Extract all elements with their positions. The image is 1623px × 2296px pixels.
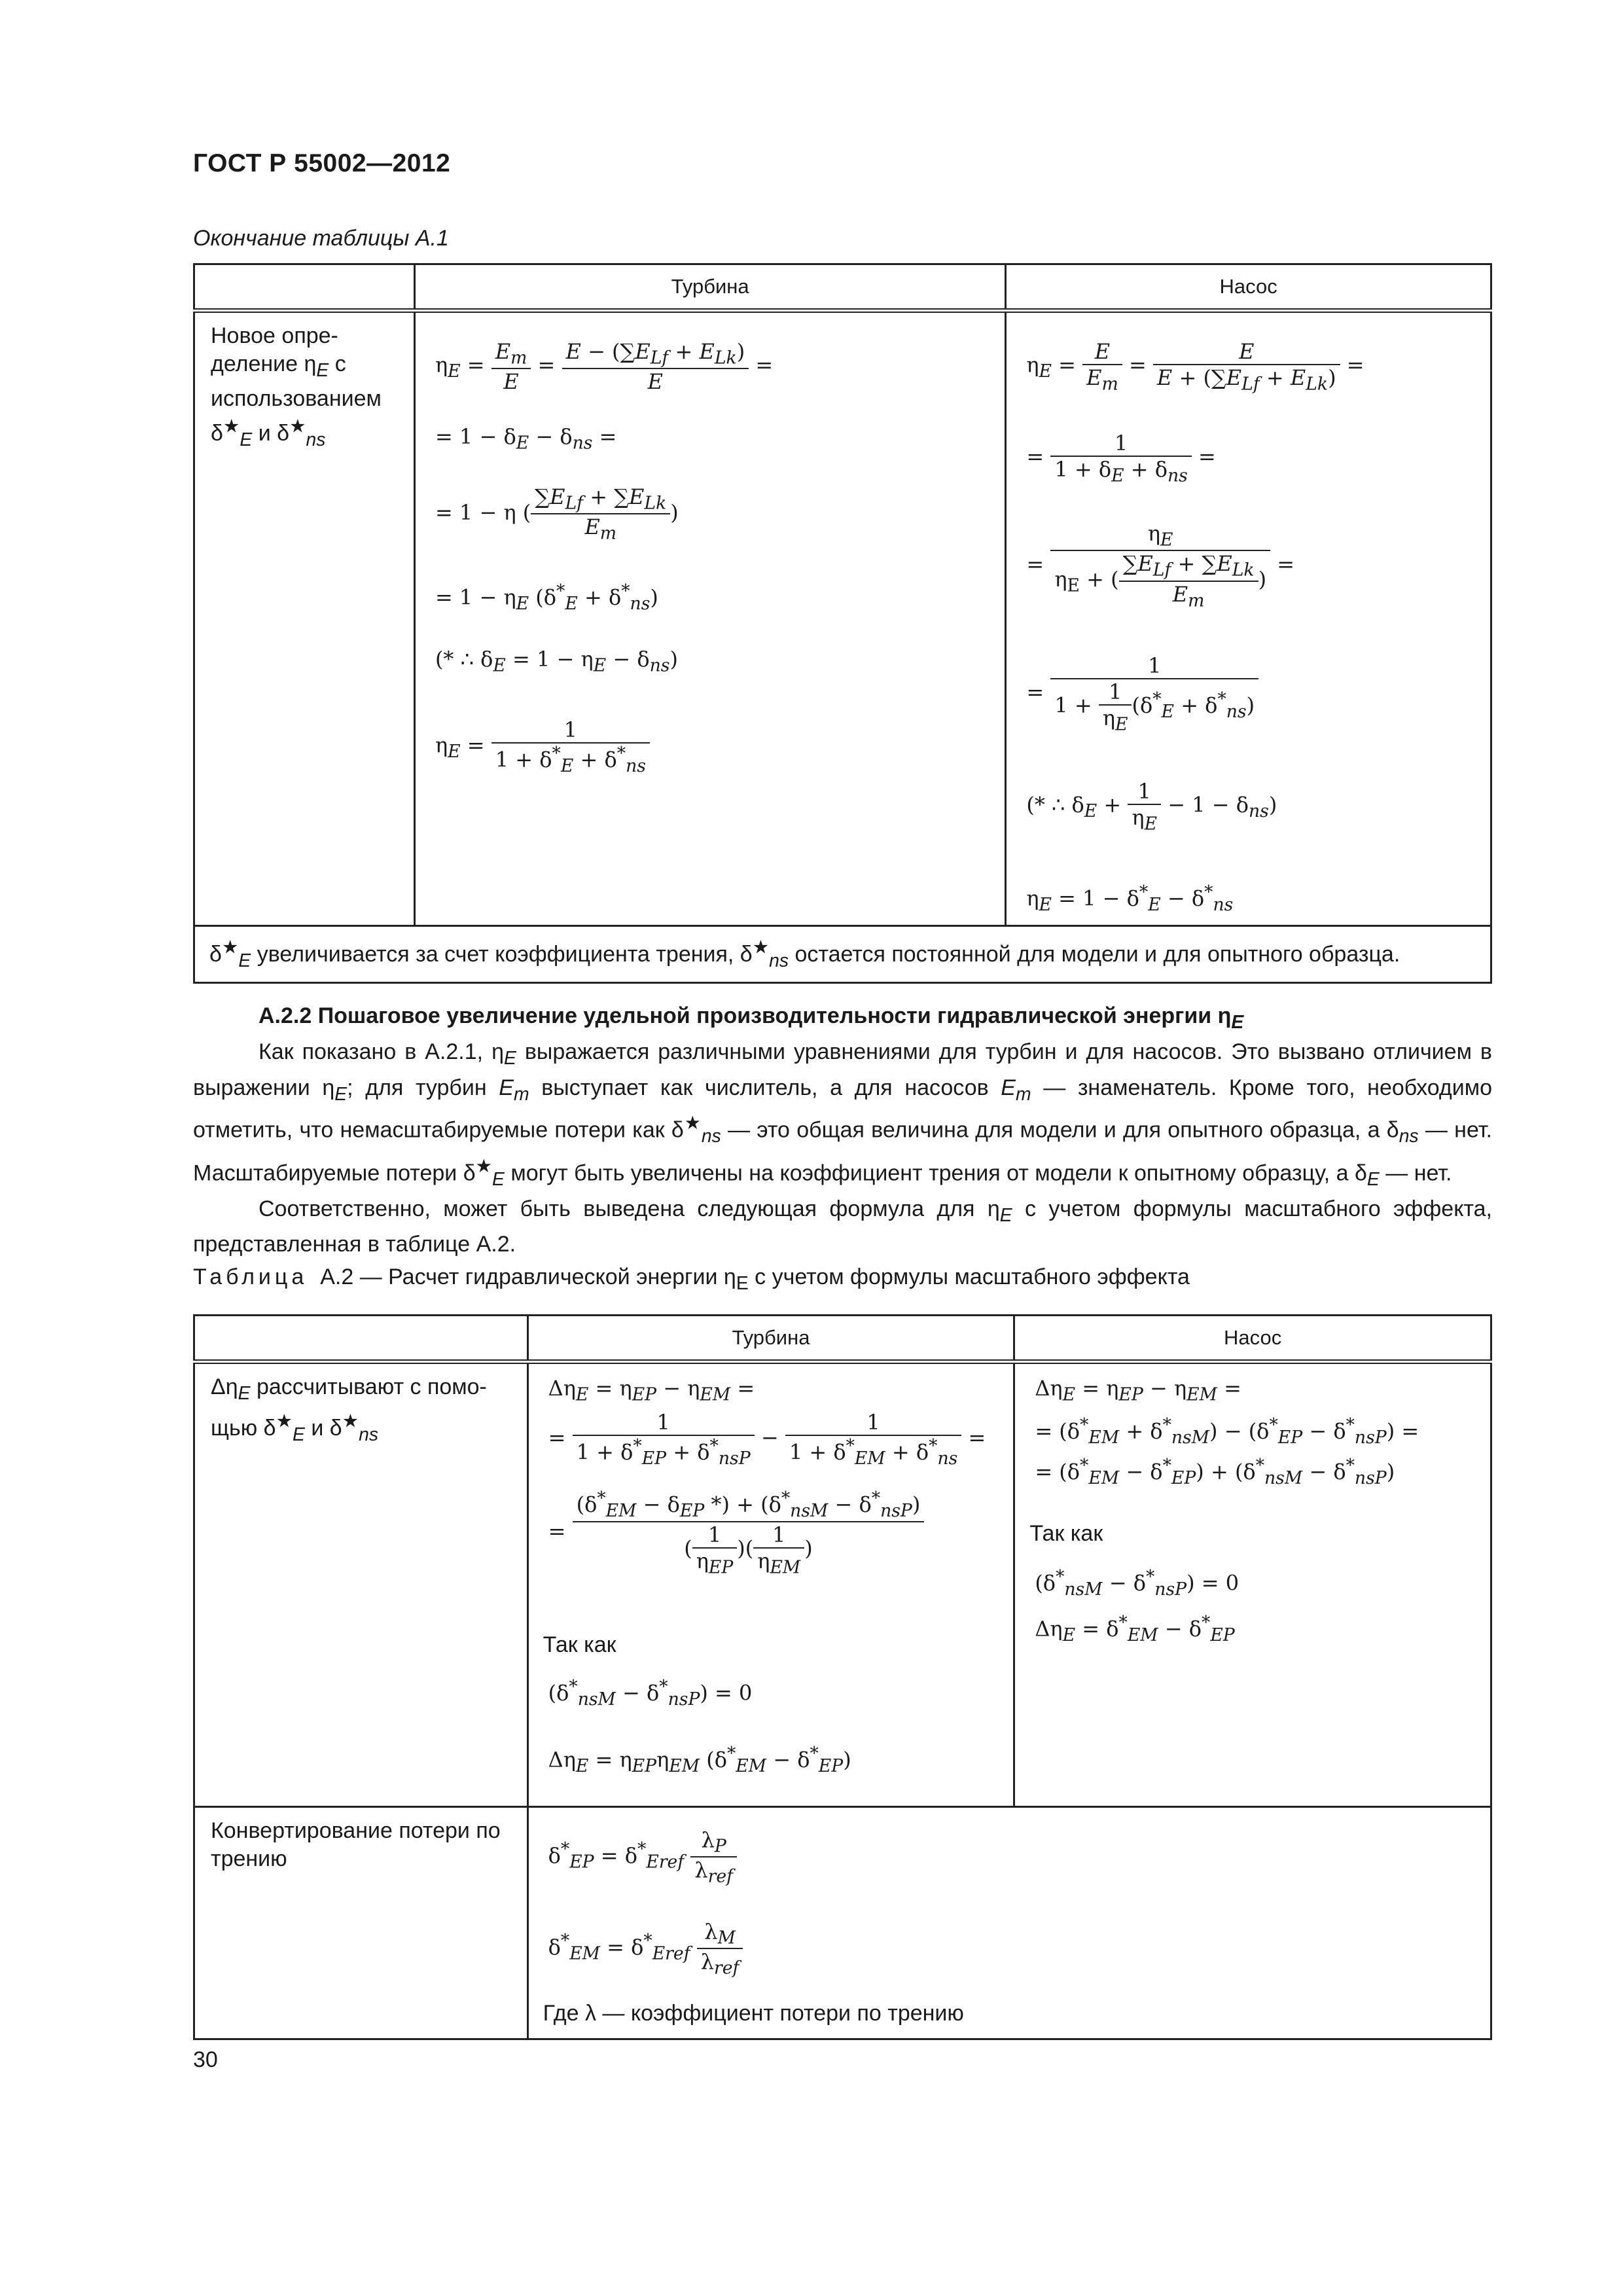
a2-pump-formula-3: = $(\delta^*_{EM} - \delta^*_{EP}) + (\delta^*_{nsM} - \delta^*_{nsP})$ [1035,1456,1395,1489]
table-a2 [193,1314,1492,2040]
pump-formula-1: $\eta_E$ = $\frac{E}{E_m}$ = $\frac{E}{E + (\sum E_{Lf} + E_{Lk})}$ = [1026,339,1364,395]
table-a1-header-empty [194,264,415,311]
pump-formula-6: $\eta_E = 1 - \delta^*_E - \delta^*_{ns}$ [1026,882,1234,916]
table-a1-turbine-formulas [414,311,1005,926]
pump-formula-2: = $\frac{1}{1 + \delta_E + \delta_{ns}}$ = [1026,431,1216,486]
table-a1-pump-formulas [1006,311,1491,926]
a2-pump-formula-2: = $(\delta^*_{EM} + \delta^*_{nsM}) - (\delta^*_{EP} - \delta^*_{nsP})$ = [1035,1415,1419,1448]
turbine-formula-1: $\eta_E$ = $\frac{E_m}{E}$ = $\frac{E - (\sum E_{Lf} + E_{Lk})}{E}$ = [435,339,774,395]
table-a2-caption-text: А.2 — Расчет гидравлической энергии $\eta_E$ с учетом формулы масштабного эффекта [313,1265,1190,1294]
a2-pump-since: Так как [1029,1521,1103,1546]
a2-pump-formula-5: $(\delta^*_{nsM} - \delta^*_{nsP}) = 0$ [1035,1567,1240,1600]
a2-turbine-formula-3: = ($\delta^*_{EM} - \delta_{EP}$ *) + $(\delta^*_{nsM} - \delta^*_{nsP})$ ( $\frac{1}{\eta_{EP}}$ )( $\frac{1}{\eta_{EM}}$ ) [548,1488,925,1577]
table-a1-row-label [194,311,415,926]
note-text: $\delta^★_E$ увеличивается за счет коэффициента трения, $\delta^★_{ns}$ остается постоянной для модели и для опытного образца. [209,937,1400,972]
a2-row2-formula-1: $\delta^*_{EP} = \delta^*_{Eref}$ $\frac{\lambda_P}{\lambda_{ref}}$ [548,1827,737,1887]
a2-pump-formula-6: $\Delta\eta_E = \delta^*_{EM} - \delta^*_{EP}$ [1035,1613,1235,1646]
a2-turbine-formula-1: $\Delta\eta_E = \eta_{EP} - \eta_{EM}$ = [548,1376,755,1405]
table-a1-caption: Окончание таблицы А.1 [193,226,449,251]
table-a2-row2-label: Конвертирование потери по трению [194,1807,528,2039]
turbine-formula-6: $\eta_E$ = $\frac{1}{1 + \delta^*_E + \delta^*_{ns}}$ [435,717,650,776]
a2-turbine-since: Так как [543,1632,616,1657]
section-a22 [193,1001,1492,1259]
table-a2-caption [193,1265,1190,1295]
table-a1-header-pump: Насос [1006,264,1491,311]
turbine-formula-5: (* ∴ $\delta_E = 1 - \eta_E - \delta_{ns}$) [435,647,678,676]
turbine-formula-2: = $1 - \delta_E - \delta_{ns}$ = [435,424,617,454]
section-paragraph-2: Соответственно, может быть выведена следующая формула для $\eta_E$ с учетом формулы масштабного эффекта, представленная в таблице А.2. [193,1196,1492,1257]
table-a1-header-turbine: Турбина [414,264,1005,311]
row1-label-text: $\Delta\eta_E$ рассчитывают с помо- щью $\delta^★_E$ и $\delta^★_{ns}$ [211,1374,487,1445]
a2-pump-formula-1: $\Delta\eta_E = \eta_{EP} - \eta_{EM}$ = [1035,1376,1241,1405]
table-a2-header-turbine: Турбина [527,1316,1014,1362]
table-a2-header-empty [194,1316,528,1362]
a2-turbine-formula-2: = $\frac{1}{1 + \delta^*_{EP} + \delta^*_{nsP}}$ − $\frac{1}{1 + \delta^*_{EM} + \delta^*_{ns}}$ = [548,1410,986,1469]
a2-turbine-formula-6: $\Delta\eta_E = \eta_{EP}\eta_{EM}$ $(\delta^*_{EM} - \delta^*_{EP})$ [548,1744,851,1777]
table-a1 [193,263,1492,984]
table-a2-row2-formulas [527,1807,1491,2039]
standard-header: ГОСТ Р 55002—2012 [193,149,451,177]
a2-row2-formula-2: $\delta^*_{EM} = \delta^*_{Eref}$ $\frac{\lambda_M}{\lambda_{ref}}$ [548,1919,743,1979]
page-number: 30 [193,2047,218,2072]
a2-turbine-formula-5: $(\delta^*_{nsM} - \delta^*_{nsP}) = 0$ [548,1677,753,1710]
table-a2-caption-word: Таблица [193,1265,308,1289]
turbine-formula-3: = 1 − η ( $\frac{\sum E_{Lf} + \sum E_{Lk}}{E_m}$ ) [435,484,679,544]
row-label-text: Новое опре- деление $\eta_E$ с использованием $\delta^★_E$ и $\delta^★_{ns}$ [211,323,382,450]
section-paragraph-1: Как показано в А.2.1, $\eta_E$ выражается различными уравнениями для турбин и для насосов. Это вызвано отличием в выражении $\eta_E$; для турбин $E_m$ выступает как числитель, а для насосов $E_m$ — знаменатель. Кроме того, необходимо отметить, что немасштабируемые потери как $\delta^★_{ns}$ — это общая величина для модели и для опытного образца, а $\delta_{ns}$ — нет. Масштабируемые потери $\delta^★_E$ могут быть увеличены на коэффициент трения от модели к опытному образцу, а $\delta_E$ — нет. [193,1039,1492,1190]
section-heading: А.2.2 Пошаговое увеличение удельной производительности гидравлической энергии $\eta_E$ [259,1003,1244,1033]
table-a2-pump-formulas [1014,1362,1491,1807]
pump-formula-5: (* ∴ $\delta_E$ + $\frac{1}{\eta_E}$ − $1 - \delta_{ns}$) [1026,779,1277,834]
pump-formula-4: = 1 1 + $\frac{1}{\eta_E}$ $(\delta^*_E + \delta^*_{ns})$ [1026,653,1258,734]
pump-formula-3: = $\eta_E$ $\eta_E$ + ( $\frac{\sum E_{Lf} + \sum E_{Lk}}{E_m}$ ) = [1026,521,1295,611]
table-a2-row1-label [194,1362,528,1807]
table-a2-turbine-formulas [527,1362,1014,1807]
turbine-formula-4: = $1 - \eta_E$ $(\delta^*_E + \delta^*_{ns})$ [435,581,658,615]
table-a1-note [194,926,1491,983]
table-a2-header-pump: Насос [1014,1316,1491,1362]
a2-row2-where: Где λ — коэффициент потери по трению [543,2001,964,2026]
